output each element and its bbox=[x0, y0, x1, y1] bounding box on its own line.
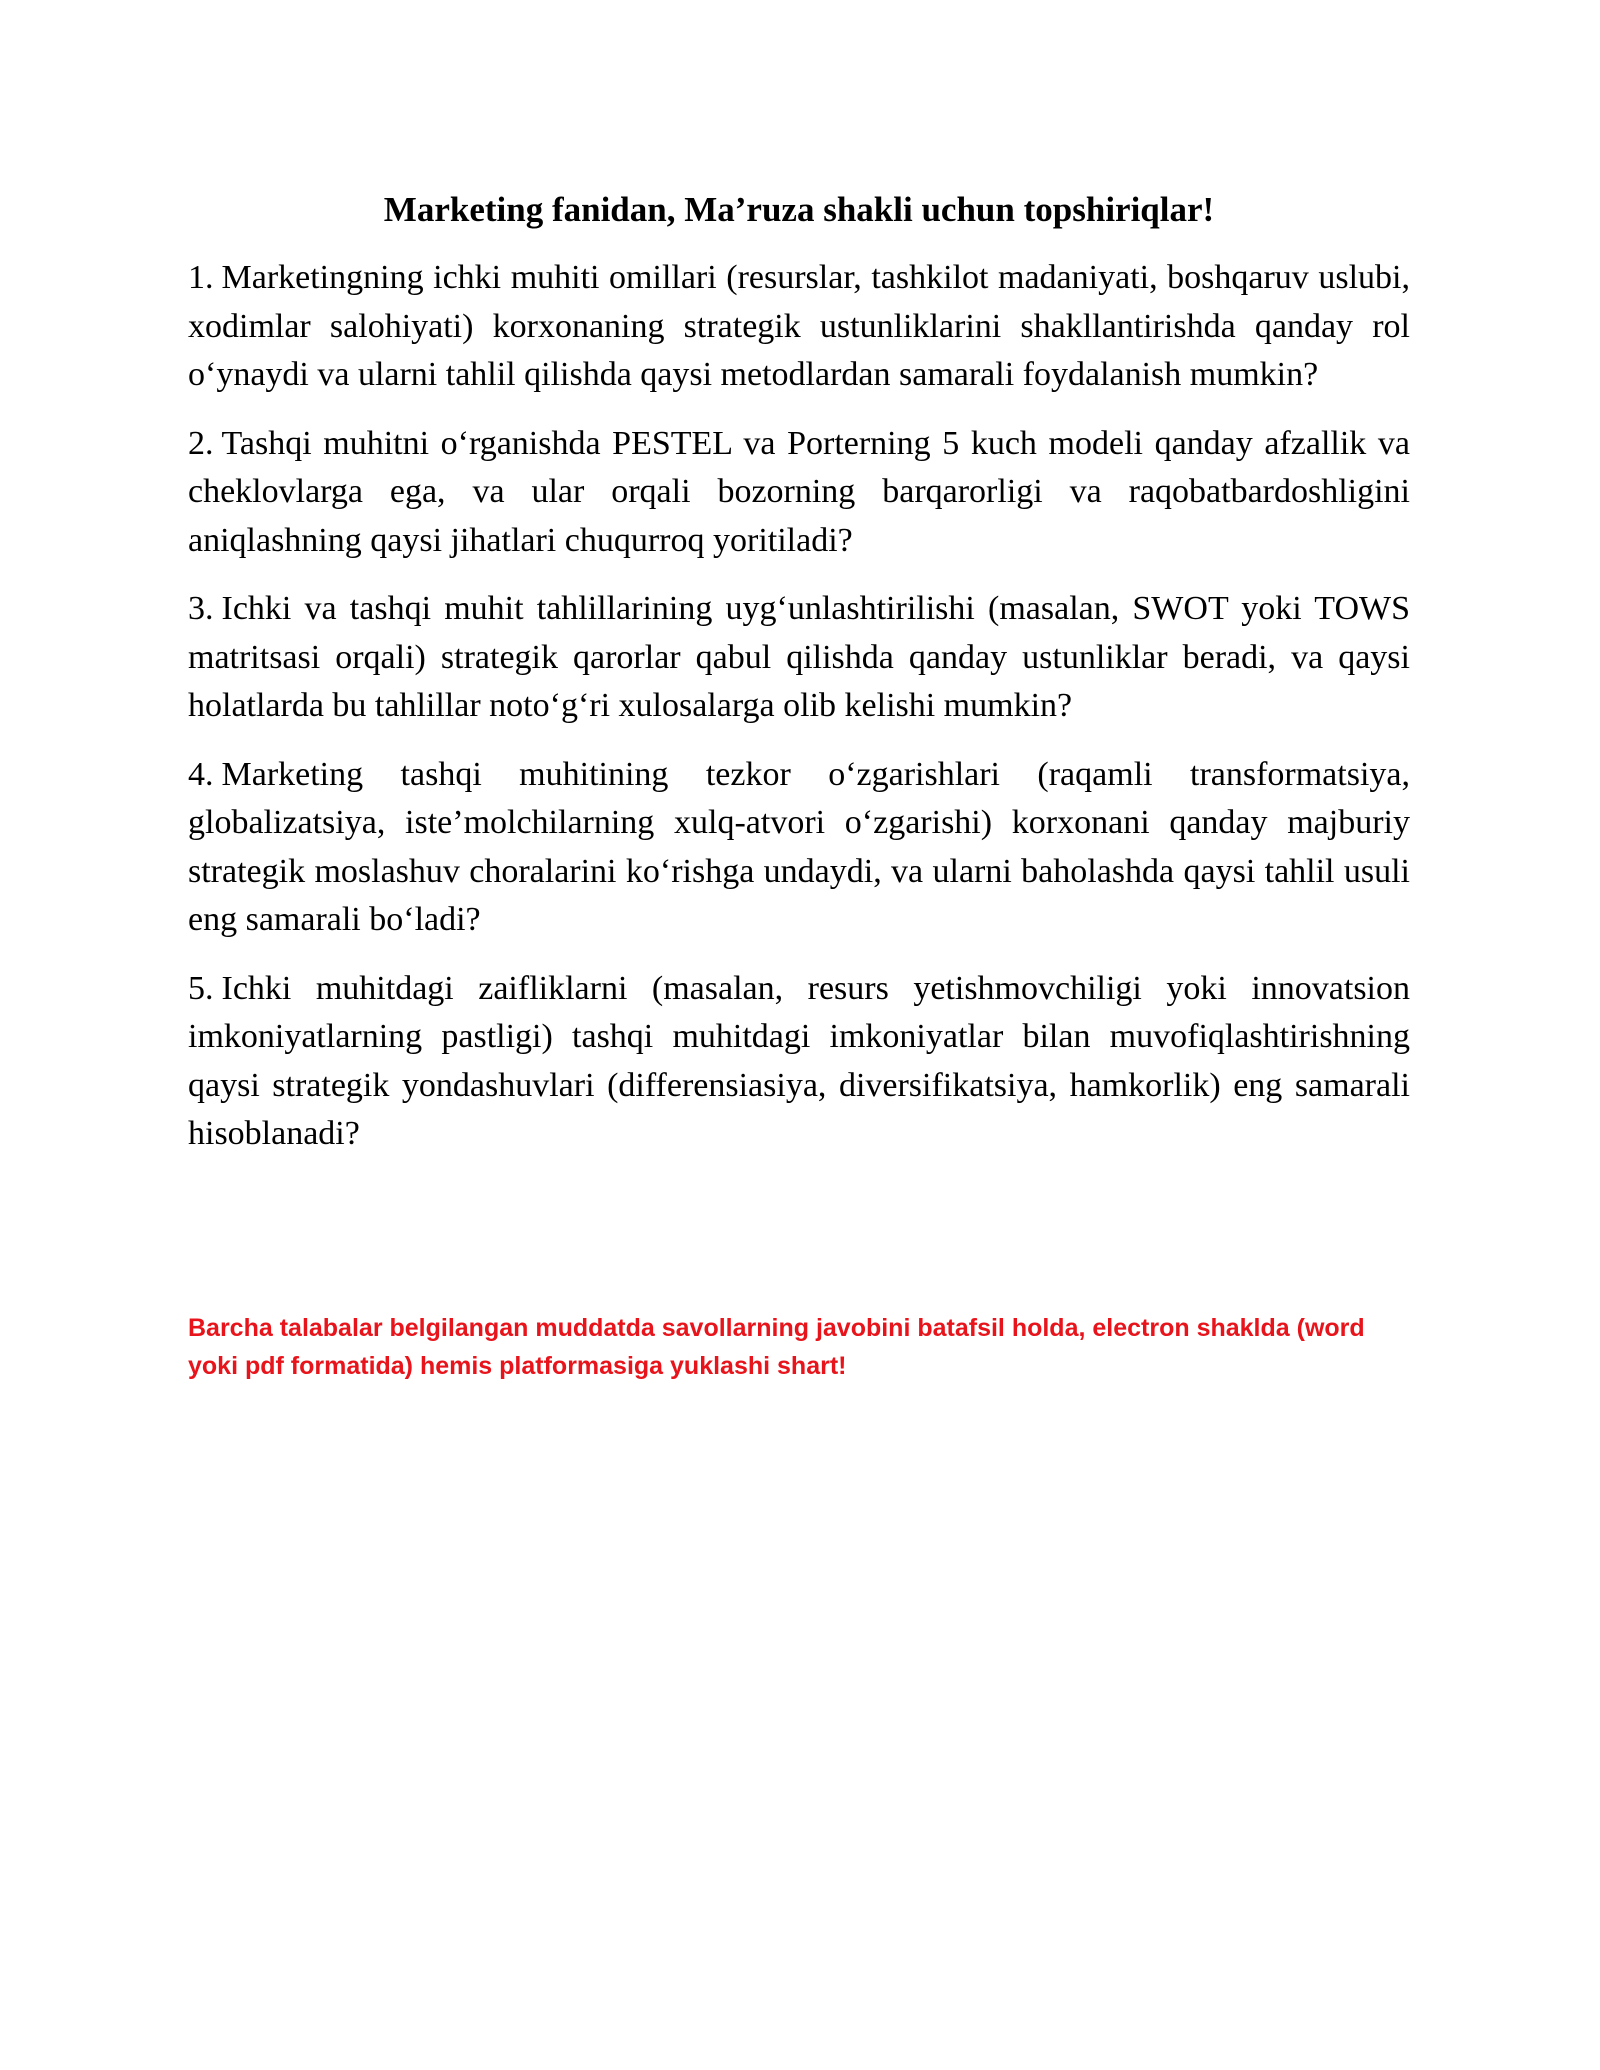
question-item bbox=[188, 254, 1410, 400]
question-number: 5. bbox=[188, 969, 214, 1007]
question-number: 4. bbox=[188, 755, 214, 793]
question-item bbox=[188, 965, 1410, 1159]
document-title: Marketing fanidan, Ma’ruza shakli uchun topshiriqlar! bbox=[383, 190, 1215, 229]
question-text: Marketing tashqi muhitining tezkor o‘zgarishlari (raqamli transformatsiya, globalizatsiya, iste’molchilarning xulq-atvori o‘zgarishi) korxonani qanday majburiy strategik moslashuv choralarini ko‘rishga undaydi, va ularni baholashda qaysi tahlil usuli eng samarali bo‘ladi? bbox=[188, 755, 1410, 938]
question-text: Ichki muhitdagi zaifliklarni (masalan, resurs yetishmovchiligi yoki innovatsion imkoniyatlarning pastligi) tashqi muhitdagi imkoniyatlar bilan muvofiqlashtirishning qaysi strategik yondashuvlari (differensiasiya, diversifikatsiya, hamkorlik) eng samarali hisoblanadi? bbox=[188, 969, 1410, 1152]
question-number: 1. bbox=[188, 259, 214, 296]
question-text: Ichki va tashqi muhit tahlillarining uyg‘unlashtirilishi (masalan, SWOT yoki TOWS matritsasi orqali) strategik qarorlar qabul qilishda qanday ustunliklar beradi, va qaysi holatlarda bu tahlillar noto‘g‘ri xulosalarga olib kelishi mumkin? bbox=[188, 590, 1410, 724]
question-text: Marketingning ichki muhiti omillari (resurslar, tashkilot madaniyati, boshqaruv uslubi, xodimlar salohiyati) korxonaning strategik ustunliklarini shakllantirishda qanday rol o‘ynaydi va ularni tahlil qilishda qaysi metodlardan samarali foydalanish mumkin? bbox=[188, 259, 1410, 393]
question-item bbox=[188, 420, 1410, 566]
question-text: Tashqi muhitni o‘rganishda PESTEL va Porterning 5 kuch modeli qanday afzallik va cheklovlarga ega, va ular orqali bozorning barqarorligi va raqobatbardoshligini aniqlashning qaysi jihatlari chuqurroq yoritiladi? bbox=[188, 424, 1410, 559]
question-item bbox=[188, 585, 1410, 731]
document-body bbox=[188, 186, 1410, 1179]
question-number: 3. bbox=[188, 590, 214, 627]
question-item bbox=[188, 751, 1410, 945]
submission-notice: Barcha talabalar belgilangan muddatda savollarning javobini batafsil holda, electron shaklda (word yoki pdf formatida) hemis platformasiga yuklashi shart! bbox=[188, 1314, 1365, 1380]
question-number: 2. bbox=[188, 424, 214, 462]
